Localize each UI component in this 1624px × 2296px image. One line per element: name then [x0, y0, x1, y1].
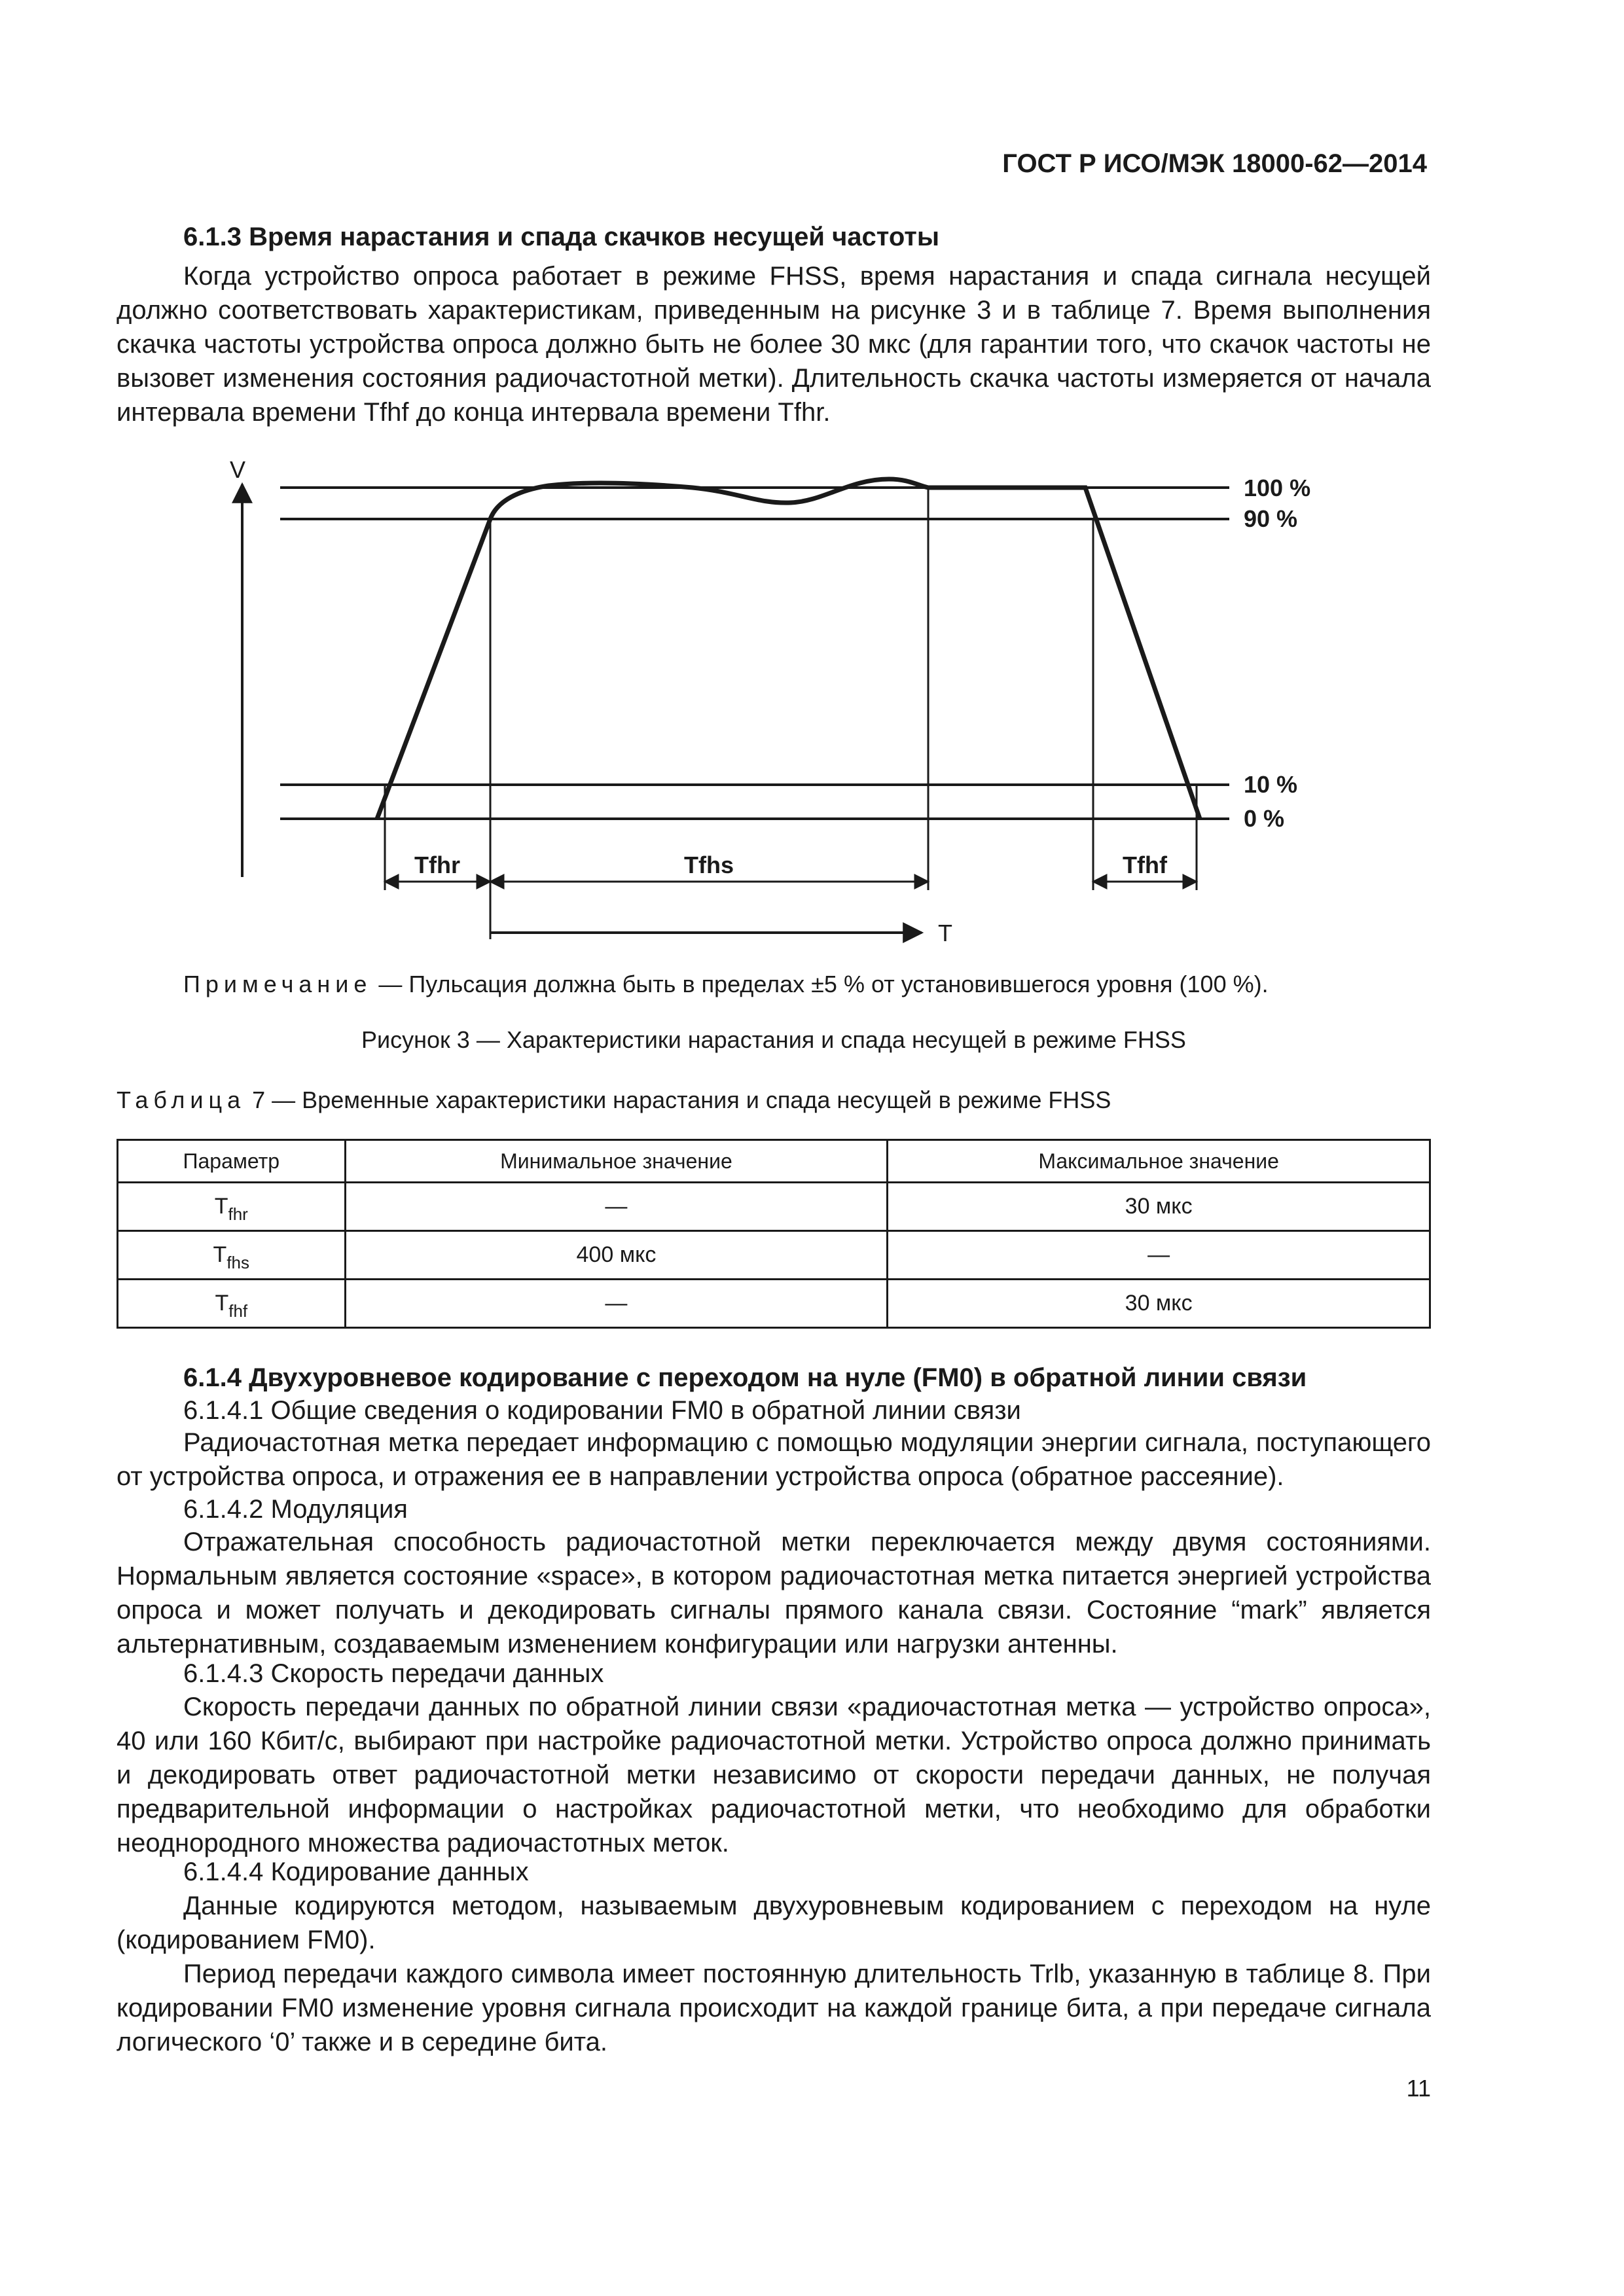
table-row — [118, 1231, 1430, 1280]
tfhr-label: Tfhr — [414, 852, 460, 878]
tfhf-label: Tfhf — [1123, 852, 1167, 878]
table-row — [118, 1183, 1430, 1231]
document-header: ГОСТ Р ИСО/МЭК 18000-62—2014 — [1002, 149, 1427, 178]
subsection-6-1-4-4-title: 6.1.4.4 Кодирование данных — [183, 1857, 529, 1886]
subsection-6-1-4-2-title: 6.1.4.2 Модуляция — [183, 1495, 408, 1524]
table-row — [118, 1280, 1430, 1328]
max-cell: 30 мкс — [888, 1183, 1430, 1231]
subsection-6-1-4-4-body-1: Данные кодируются методом, называемым двухуровневым кодированием с переходом на нуле (кодированием FM0). — [117, 1892, 1431, 1954]
min-cell: 400 мкс — [345, 1231, 888, 1280]
param-cell: $T_{fhr}$ — [118, 1183, 346, 1231]
label-10: 10 % — [1244, 771, 1298, 798]
header-min: Минимальное значение — [345, 1140, 888, 1183]
subsection-6-1-4-1-title: 6.1.4.1 Общие сведения о кодировании FM0 в обратной линии связи — [183, 1396, 1021, 1425]
table-7 — [117, 1139, 1431, 1329]
max-cell: — — [888, 1231, 1430, 1280]
label-90: 90 % — [1244, 505, 1298, 532]
figure-3-caption: Рисунок 3 — Характеристики нарастания и спада несущей в режиме FHSS — [361, 1026, 1186, 1053]
section-6-1-3-body: Когда устройство опроса работает в режиме FHSS, время нарастания и спада сигнала несущей должно соответствовать характеристикам, приведенным на рисунке 3 и в таблице 7. Время выполнения скачка частоты устройства опроса должно быть не более 30 мкс (для гарантии того, что скачок частоты не вызовет изменения состояния радиочастотной метки). Длительность скачка частоты измеряется от начала интервала времени Tfhf до конца интервала времени Tfhr. — [117, 262, 1431, 427]
table-header-row — [118, 1140, 1430, 1183]
t-axis-label: T — [938, 920, 952, 946]
subsection-6-1-4-3-body: Скорость передачи данных по обратной линии связи «радиочастотная метка — устройство опроса», 40 или 160 Кбит/с, выбирают при настройке радиочастотной метки. Устройство опроса должно принимать и декодировать ответ радиочастотной метки независимо от скорости передачи данных, не получая предварительной информации о настройках радиочастотной метки, что необходимо для обработки неоднородного множества радиочастотных меток. — [117, 1693, 1431, 1857]
table-caption-label: Таблица — [117, 1086, 246, 1113]
subsection-6-1-4-3-title: 6.1.4.3 Скорость передачи данных — [183, 1659, 604, 1688]
figure-3-diagram — [117, 445, 1431, 956]
page-number: 11 — [1406, 2075, 1431, 2102]
note-label: Примечание — [183, 971, 372, 997]
subsection-6-1-4-2-body: Отражательная способность радиочастотной метки переключается между двумя состояниями. Нормальным является состояние «space», в котором радиочастотная метка питается энергией устройства опроса и может получать и декодировать сигналы прямого канала связи. Состояние “mark” является альтернативным, создаваемым изменением конфигурации или нагрузки антенны. — [117, 1528, 1431, 1659]
note-text: — Пульсация должна быть в пределах ±5 % от установившегося уровня (100 %). — [372, 971, 1269, 997]
section-6-1-4-title: 6.1.4 Двухуровневое кодирование с переходом на нуле (FM0) в обратной линии связи — [183, 1363, 1307, 1392]
min-cell: — — [345, 1183, 888, 1231]
figure-3-note — [183, 971, 1269, 998]
param-cell: $T_{fhf}$ — [118, 1280, 346, 1328]
table-7-caption — [117, 1086, 1111, 1114]
tfhs-label: Tfhs — [684, 852, 734, 878]
v-axis-label: V — [229, 456, 246, 483]
label-0: 0 % — [1244, 805, 1285, 832]
min-cell: — — [345, 1280, 888, 1328]
carrier-waveform — [377, 479, 1200, 819]
header-max: Максимальное значение — [888, 1140, 1430, 1183]
subsection-6-1-4-1-body: Радиочастотная метка передает информацию с помощью модуляции энергии сигнала, поступающего от устройства опроса, и отражения ее в направлении устройства опроса (обратное рассеяние). — [117, 1428, 1431, 1491]
section-6-1-3-title: 6.1.3 Время нарастания и спада скачков несущей частоты — [183, 223, 940, 251]
label-100: 100 % — [1244, 475, 1311, 501]
param-cell: $T_{fhs}$ — [118, 1231, 346, 1280]
subsection-6-1-4-4-body-2: Период передачи каждого символа имеет постоянную длительность Trlb, указанную в таблице 8. При кодировании FM0 изменение уровня сигнала происходит на каждой границе бита, а при передаче сигнала логического ‘0’ также и в середине бита. — [117, 1960, 1431, 2056]
max-cell: 30 мкс — [888, 1280, 1430, 1328]
header-parameter: Параметр — [118, 1140, 346, 1183]
table-caption-text: 7 — Временные характеристики нарастания и спада несущей в режиме FHSS — [245, 1086, 1111, 1113]
